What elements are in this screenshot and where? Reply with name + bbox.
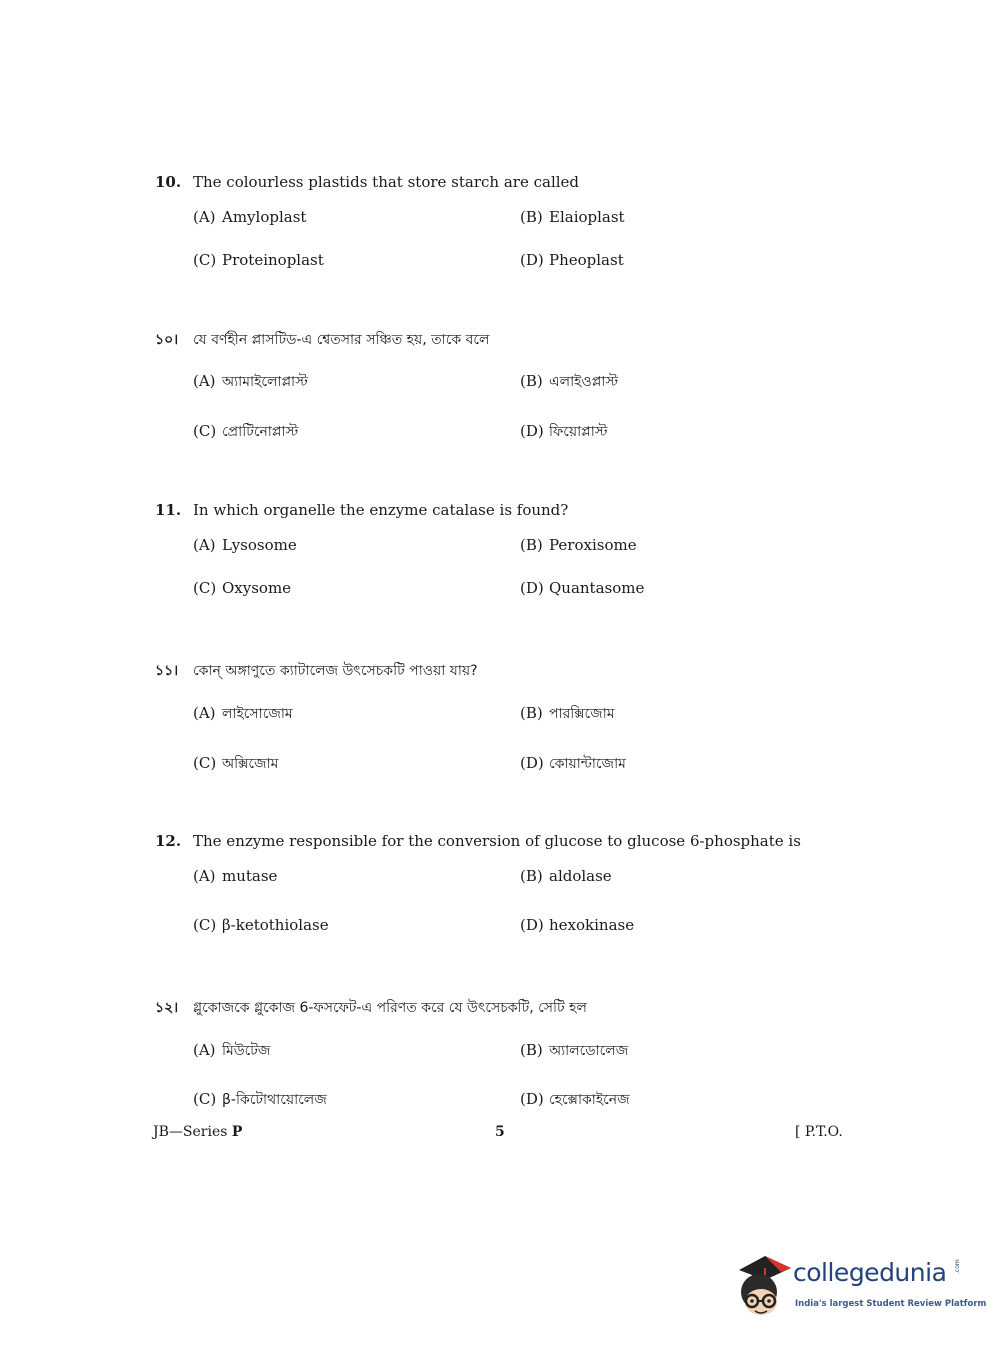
option-d: (D) ফিয়োপ্লাস্ট [520, 422, 608, 440]
option-text: লাইসোজোম [222, 706, 293, 722]
option-d: (D) হেক্সোকাইনেজ [520, 1090, 630, 1108]
option-b: (B) Elaioplast [520, 208, 625, 226]
series-code: P [231, 1124, 243, 1140]
option-text: কোয়ান্টাজোম [549, 756, 626, 772]
option-text: Quantasome [549, 579, 645, 597]
option-text: অ্যালডোলেজ [549, 1043, 629, 1059]
question-text: যে বর্ণহীন প্লাসটিড-এ শ্বেতসার সঞ্চিত হয়, তাকে বলে [193, 332, 490, 348]
question-12-bengali [155, 998, 587, 1018]
option-text: β-কিটোথায়োলেজ [222, 1092, 327, 1108]
option-text: পারক্সিজোম [549, 706, 615, 722]
option-a: (A) লাইসোজোম [193, 704, 293, 722]
option-d: (D) কোয়ান্টাজোম [520, 754, 626, 772]
option-d: (D) hexokinase [520, 916, 635, 934]
question-text: The enzyme responsible for the conversion of glucose to glucose 6-phosphate is [193, 832, 801, 850]
option-text: hexokinase [549, 916, 635, 934]
mascot-icon [733, 1252, 793, 1324]
option-text: aldolase [549, 867, 612, 885]
option-text: β-ketothiolase [222, 916, 329, 934]
question-number: ১০। [155, 332, 179, 348]
option-text: হেক্সোকাইনেজ [549, 1092, 630, 1108]
option-b: (B) aldolase [520, 867, 612, 885]
option-a: (A) অ্যামাইলোপ্লাস্ট [193, 372, 308, 390]
question-number: 11. [155, 501, 182, 519]
page-number: 5 [495, 1124, 505, 1140]
option-c: (C) Oxysome [193, 579, 292, 597]
question-10-bengali [155, 330, 489, 350]
option-text: Amyloplast [222, 208, 307, 226]
question-text: গ্লুকোজকে গ্লুকোজ 6-ফসফেট-এ পরিণত করে যে উৎসেচকটি, সেটি হল [193, 1000, 587, 1016]
question-10 [155, 172, 579, 192]
option-c: (C) প্রোটিনোপ্লাস্ট [193, 422, 299, 440]
question-number: 10. [155, 173, 182, 191]
option-b: (B) পারক্সিজোম [520, 704, 615, 722]
question-number: 12. [155, 832, 182, 850]
option-c: (C) Proteinoplast [193, 251, 324, 269]
pto-label: [ P.T.O. [795, 1124, 843, 1140]
question-12 [155, 831, 801, 851]
option-text: মিউটেজ [222, 1043, 271, 1059]
option-text: প্রোটিনোপ্লাস্ট [222, 424, 299, 440]
question-number: ১২। [155, 1000, 179, 1016]
series-prefix: JB—Series [153, 1124, 228, 1140]
option-a: (A) Amyloplast [193, 208, 307, 226]
brand-suffix: .com [954, 1259, 961, 1274]
question-number: ১১। [155, 663, 179, 679]
option-a: (A) mutase [193, 867, 278, 885]
question-text: The colourless plastids that store starch are called [193, 173, 580, 191]
footer-series [153, 1122, 242, 1142]
option-a: (A) মিউটেজ [193, 1041, 271, 1059]
option-text: ফিয়োপ্লাস্ট [549, 424, 608, 440]
option-text: Oxysome [222, 579, 292, 597]
option-text: Pheoplast [549, 251, 624, 269]
option-text: Proteinoplast [222, 251, 324, 269]
option-c: (C) অক্সিজোম [193, 754, 279, 772]
option-a: (A) Lysosome [193, 536, 297, 554]
option-d: (D) Pheoplast [520, 251, 624, 269]
brand-tagline: India's largest Student Review Platform [795, 1299, 987, 1309]
option-text: mutase [222, 867, 278, 885]
option-d: (D) Quantasome [520, 579, 645, 597]
option-text: Peroxisome [549, 536, 637, 554]
question-11 [155, 500, 568, 520]
option-text: Lysosome [222, 536, 297, 554]
question-text: কোন্ অঙ্গাণুতে ক্যাটালেজ উৎসেচকটি পাওয়া যায়? [193, 663, 478, 679]
option-text: এলাইওপ্লাস্ট [549, 374, 619, 390]
collegedunia-logo [733, 1252, 987, 1327]
option-b: (B) এলাইওপ্লাস্ট [520, 372, 619, 390]
question-text: In which organelle the enzyme catalase is found? [193, 501, 569, 519]
option-text: অ্যামাইলোপ্লাস্ট [222, 374, 308, 390]
option-c: (C) β-ketothiolase [193, 916, 329, 934]
option-c: (C) β-কিটোথায়োলেজ [193, 1090, 327, 1108]
option-text: অক্সিজোম [222, 756, 279, 772]
brand-name: collegedunia [793, 1258, 947, 1287]
option-b: (B) Peroxisome [520, 536, 637, 554]
option-b: (B) অ্যালডোলেজ [520, 1041, 629, 1059]
question-11-bengali [155, 661, 478, 681]
option-text: Elaioplast [549, 208, 625, 226]
